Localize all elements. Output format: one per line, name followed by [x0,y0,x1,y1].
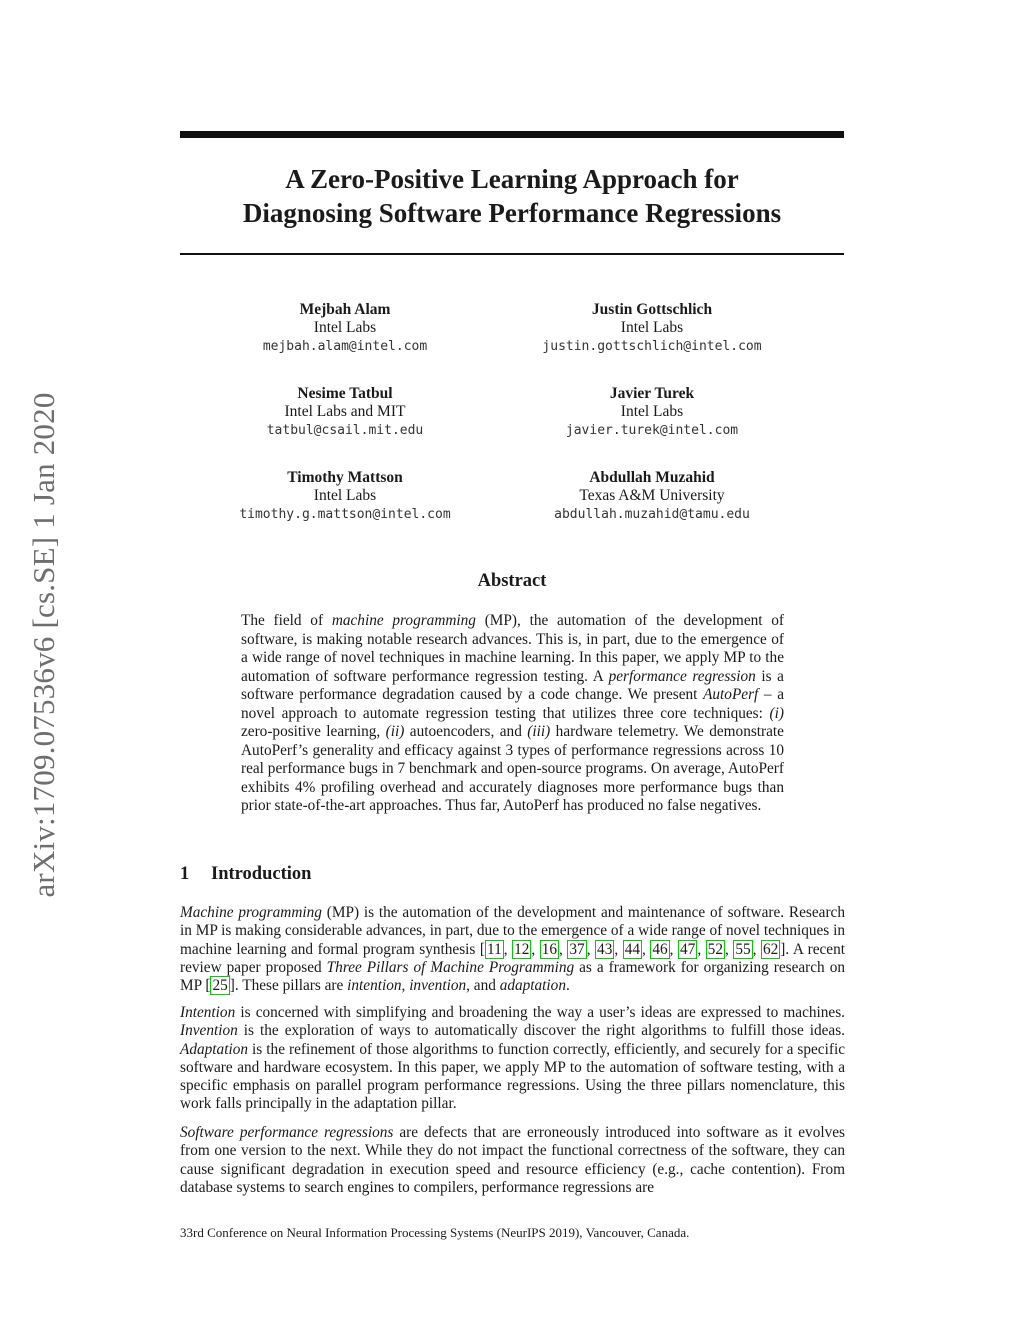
author-block [180,469,510,525]
title-line-1: A Zero-Positive Learning Approach for [285,164,739,194]
arxiv-identifier: arXiv:1709.07536v6 [cs.SE] 1 Jan 2020 [26,392,61,898]
section-heading-introduction [180,864,311,885]
author-email[interactable]: timothy.g.mattson@intel.com [239,507,451,522]
author-name: Mejbah Alam [299,301,391,318]
citation-link[interactable]: 25 [212,977,228,995]
citation-link[interactable]: 11 [486,940,502,958]
author-name: Justin Gottschlich [591,301,713,318]
citation-link[interactable]: 44 [624,940,640,958]
author-block [180,385,510,441]
section-number: 1 [180,864,190,884]
author-name: Nesime Tatbul [297,385,393,402]
author-affiliation: Intel Labs [620,319,684,336]
author-email[interactable]: mejbah.alam@intel.com [262,339,428,354]
citation-link[interactable]: 43 [597,940,613,958]
conference-footnote: 33rd Conference on Neural Information Processing Systems (NeurIPS 2019), Vancouver, Canada. [180,1225,690,1240]
citation-link[interactable]: 37 [569,940,585,958]
author-affiliation: Intel Labs and MIT [284,403,406,420]
citation-link[interactable]: 46 [652,940,668,958]
section-title: Introduction [211,864,312,884]
paper-title [180,162,844,230]
author-name: Abdullah Muzahid [589,469,715,486]
author-affiliation: Intel Labs [620,403,684,420]
author-email[interactable]: abdullah.muzahid@tamu.edu [554,507,750,522]
author-block [487,301,817,357]
author-name: Timothy Mattson [287,469,403,486]
abstract-text: The field of machine programming (MP), the automation of the development of software, is making notable research advances. This is, in part, due to the emergence of a wide range of novel techniques in machine learning. In this paper, we apply MP to the automation of software performance regression testing. A performance regression is a software performance degradation caused by a code change. We present AutoPerf – a novel approach to automate regression testing that utilizes three core techniques: (i) zero-positive learning, (ii) autoencoders, and (iii) hardware telemetry. We demonstrate AutoPerf’s generality and efficacy against 3 types of performance regressions across 10 real performance bugs in 7 benchmark and open-source programs. On average, AutoPerf exhibits 4% profiling overhead and accurately diagnoses more performance bugs than prior state-of-the-art approaches. Thus far, AutoPerf has produced no false negatives. [241,612,785,814]
author-block [180,301,510,357]
author-email[interactable]: tatbul@csail.mit.edu [266,423,424,438]
author-affiliation: Texas A&M University [579,487,725,504]
citation-link[interactable]: 47 [680,940,696,958]
intro-paragraph-2: Intention is concerned with simplifying and broadening the way a user’s ideas are expressed to machines. Invention is the exploration of ways to automatically discover the right algorithms to fulfill those ideas. Adaptation is the refinement of those algorithms to function correctly, efficiently, and securely for a specific software and hardware ecosystem. In this paper, we apply MP to the automation of software testing, with a specific emphasis on parallel program performance regressions. Using the three pillars nomenclature, this work falls principally in the adaptation pillar. [180,1004,845,1113]
intro-paragraph-3: Software performance regressions are defects that are erroneously introduced into software as it evolves from one version to the next. While they do not impact the functional correctness of the software, they can cause significant degradation in execution speed and resource efficiency (e.g., cache contention). From database systems to search engines to compilers, performance regressions are [180,1124,845,1196]
author-email[interactable]: justin.gottschlich@intel.com [542,339,762,354]
author-block [487,469,817,525]
citation-link[interactable]: 62 [762,940,779,958]
title-line-2: Diagnosing Software Performance Regressions [242,198,782,228]
citation-link[interactable]: 16 [541,940,558,958]
citation-link[interactable]: 52 [707,940,723,958]
title-top-rule [180,131,844,138]
title-bottom-rule [180,253,844,255]
citation-link[interactable]: 12 [514,940,530,958]
author-name: Javier Turek [609,385,695,402]
author-block [487,385,817,441]
abstract-heading: Abstract [477,571,547,591]
author-email[interactable]: javier.turek@intel.com [565,423,739,438]
author-affiliation: Intel Labs [313,319,377,336]
citation-link[interactable]: 55 [735,940,751,958]
intro-paragraph-1: Machine programming (MP) is the automation of the development and maintenance of software. Research in MP is making considerable advances, in part, due to the emergence of a wide range of novel techniques in machine learning and formal program synthesis [ 11 , 12 , 16 , 37 , 43 , 44 , 46 , 47 , 52 , 55 , 62 ]. A recent review paper proposed Three Pillars of Machine Programming as a framework for organizing research on MP [ 25 ]. These pillars are intention, invention, and adaptation. [180,904,846,995]
author-affiliation: Intel Labs [313,487,377,504]
